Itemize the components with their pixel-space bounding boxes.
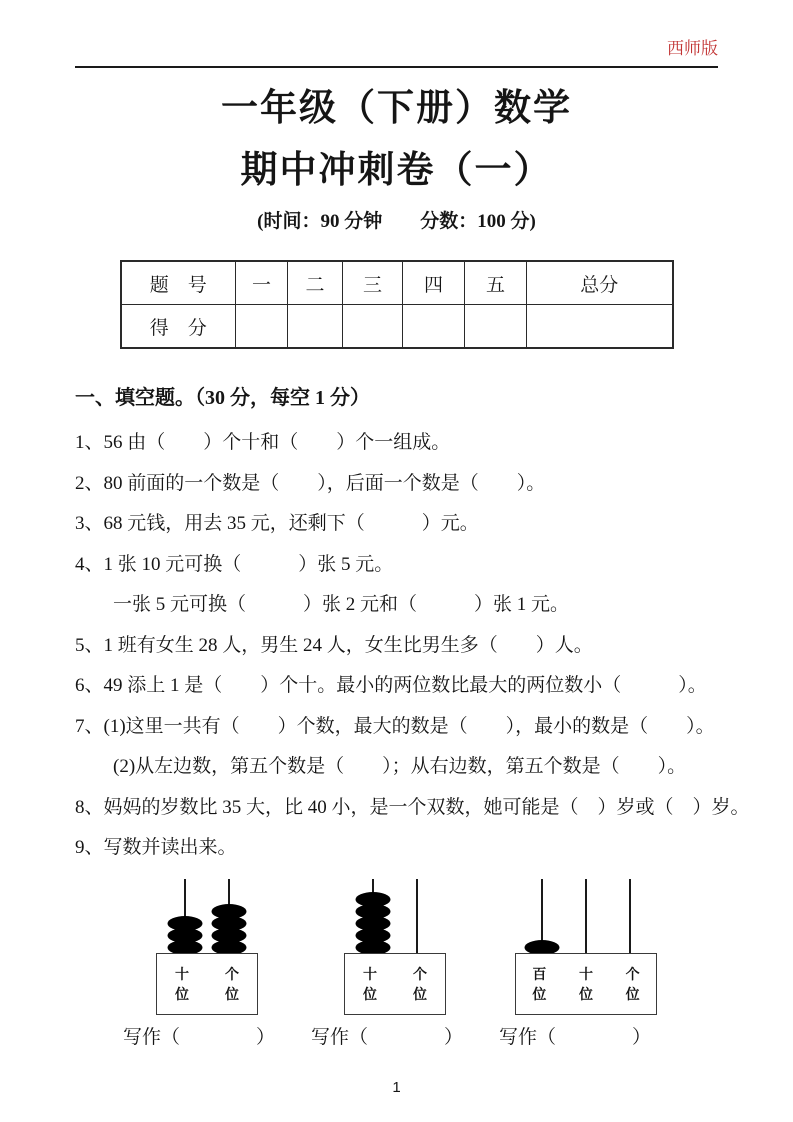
place-label-ones: 个位 [625, 965, 640, 1002]
section-1-title: 一、填空题。（30 分，每空 1 分） [75, 387, 370, 409]
abacus-1-rods [163, 879, 251, 953]
abacus-2-rods [351, 879, 439, 953]
score-cell-1 [236, 305, 288, 349]
place-label-ones: 个位 [225, 965, 239, 1002]
place-label-tens: 十位 [579, 965, 594, 1002]
place-label-tens: 十位 [175, 965, 189, 1002]
place-value-box [344, 953, 446, 1015]
question-5: 5、1 班有女生 28 人，男生 24 人，女生比男生多（ ）人。 [75, 634, 593, 656]
abacus-diagrams-row [123, 879, 718, 1049]
abacus-2-rod-tens [351, 879, 395, 953]
score-table-score-row [121, 305, 673, 349]
place-label-ones: 个位 [413, 965, 428, 1002]
question-9: 9、写数并读出来。 [75, 837, 237, 858]
place-label-hundreds: 百位 [532, 965, 547, 1002]
abacus-diagram-3 [499, 879, 657, 1049]
score-table-col-1: 一 [236, 261, 288, 305]
question-2: 2、80 前面的一个数是（ ），后面一个数是（ ）。 [75, 472, 546, 494]
score-table-col-2: 二 [288, 261, 343, 305]
question-4: 4、1 张 10 元可换（ ）张 5 元。 [75, 553, 394, 575]
question-7-part2: (2)从左边数，第五个数是（ ）；从右边数，第五个数是（ ）。 [113, 756, 687, 777]
bead-stack [212, 907, 247, 955]
header-rule [75, 66, 718, 68]
place-value-box [515, 953, 657, 1015]
score-table-label-question-no: 题 号 [121, 261, 236, 305]
rod-line [585, 879, 587, 954]
score-table-label-score: 得 分 [121, 305, 236, 349]
write-as-caption-2: 写作（ ） [311, 1026, 464, 1048]
abacus-2-rod-ones [395, 879, 439, 953]
question-3: 3、68 元钱，用去 35 元，还剩下（ ）元。 [75, 513, 479, 534]
place-label-tens: 十位 [363, 965, 378, 1002]
question-8: 8、妈妈的岁数比 35 大，比 40 小，是一个双数，她可能是（ ）岁或（ ）岁。 [75, 796, 750, 818]
write-as-caption-3: 写作（ ） [499, 1026, 652, 1048]
score-table-col-3: 三 [343, 261, 403, 305]
page-number: 1 [392, 1078, 401, 1096]
abacus-3-rod-ones [608, 879, 652, 953]
question-4-line2: 一张 5 元可换（ ）张 2 元和（ ）张 1 元。 [113, 594, 570, 615]
question-1: 1、56 由（ ）个十和（ ）个一组成。 [75, 432, 451, 453]
abacus-diagram-2 [311, 879, 464, 1049]
edition-label: 西师版 [667, 39, 718, 58]
abacus-1-rod-ones [207, 879, 251, 953]
score-table-col-5: 五 [465, 261, 527, 305]
score-table-col-total: 总分 [527, 261, 673, 305]
abacus-3-rod-hundreds [520, 879, 564, 953]
abacus-3-rods [520, 879, 652, 953]
write-as-caption-1: 写作（ ） [123, 1026, 276, 1048]
bead-stack [168, 919, 203, 955]
score-table [120, 260, 674, 349]
score-cell-total [527, 305, 673, 349]
place-value-box [156, 953, 258, 1015]
rod-line [629, 879, 631, 954]
abacus-diagram-1 [123, 879, 276, 1049]
bead-stack [356, 895, 391, 955]
score-cell-3 [343, 305, 403, 349]
paper-title-line1: 一年级（下册）数学 [221, 88, 572, 129]
score-cell-5 [465, 305, 527, 349]
abacus-3-rod-tens [564, 879, 608, 953]
score-table-header-row [121, 261, 673, 305]
question-6: 6、49 添上 1 是（ ）个十。最小的两位数比最大的两位数小（ ）。 [75, 675, 707, 696]
score-cell-4 [403, 305, 465, 349]
question-7-part1: 7、(1)这里一共有（ ）个数，最大的数是（ ），最小的数是（ ）。 [75, 715, 715, 737]
fill-in-blank-questions [75, 432, 750, 858]
score-table-col-4: 四 [403, 261, 465, 305]
score-cell-2 [288, 305, 343, 349]
paper-title-line2: 期中冲刺卷（一） [240, 150, 553, 191]
time-score-info: (时间：90 分钟 分数：100 分) [257, 211, 536, 232]
abacus-1-rod-tens [163, 879, 207, 953]
rod-line [416, 879, 418, 954]
